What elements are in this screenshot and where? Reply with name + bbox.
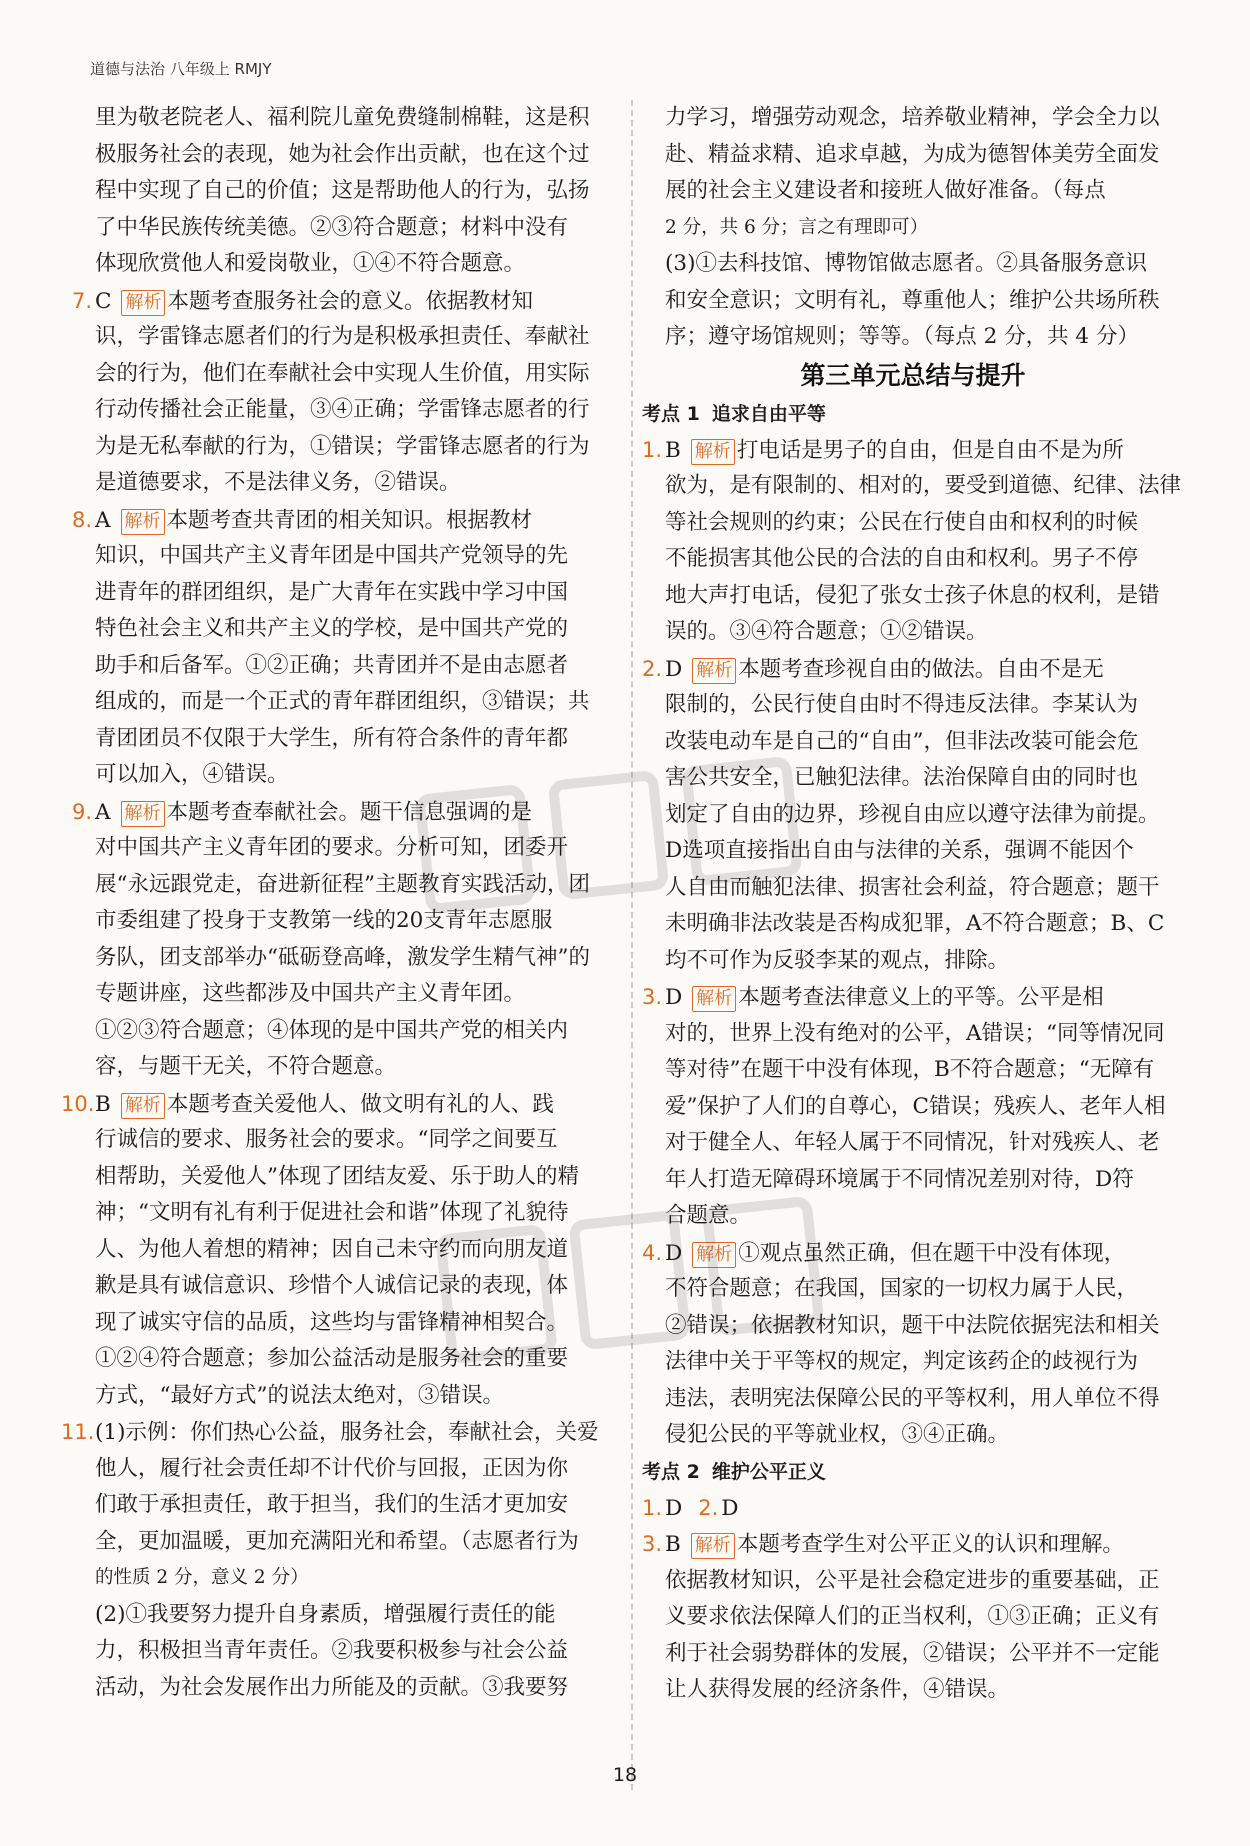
exam-point-label: 考点 2 <box>642 1460 700 1483</box>
text-line: 和安全意识；文明有礼，尊重他人；维护公共场所秩 <box>665 287 1160 313</box>
right-column <box>642 100 1184 1709</box>
text-line: 利于社会弱势群体的发展，②错误；公平并不一定能 <box>665 1640 1160 1666</box>
text-line: 均不可作为反驳李某的观点，排除。 <box>665 947 1010 973</box>
text-line: 人、为他人着想的精神；因自己未守约而向朋友道 <box>95 1236 569 1262</box>
text-line: 本题考查法律意义上的平等。公平是相 <box>738 985 1104 1010</box>
text-line: 是道德要求，不是法律义务，②错误。 <box>95 470 461 495</box>
text-line: 本题考查关爱他人、做文明有礼的人、践 <box>166 1091 554 1117</box>
question-number: 11. <box>61 1420 95 1444</box>
text-line: 改装电动车是自己的“自由”，但非法改装可能会危 <box>665 728 1139 754</box>
text-line: 展“永远跟党走，奋进新征程”主题教育实践活动，团 <box>95 871 590 897</box>
analysis-tag: 解析 <box>121 1093 165 1119</box>
text-line: 让人获得发展的经济条件，④错误。 <box>665 1677 1010 1702</box>
text-line: 本题考查珍视自由的做法。自由不是无 <box>738 656 1104 682</box>
page-header: 道德与法治 八年级上 RMJY <box>90 60 272 78</box>
text-line: 未明确非法改装是否构成犯罪，A不符合题意；B、C <box>665 911 1165 936</box>
exam-point-heading <box>642 1454 1184 1490</box>
text-line: 序；遵守场馆规则；等等。（每点 2 分，共 4 分） <box>665 324 1139 349</box>
text-line: 法律中关于平等权的规定，判定该药企的歧视行为 <box>665 1349 1139 1374</box>
text-line: 误的。③④符合题意；①②错误。 <box>665 619 988 644</box>
question-number: 3. <box>642 985 663 1009</box>
text-line: 现了诚实守信的品质，这些均与雷锋精神相契合。 <box>95 1309 569 1335</box>
question-11 <box>61 1414 620 1706</box>
question-4 <box>642 1235 1184 1454</box>
question-number: 2. <box>642 656 663 681</box>
text-line: 对的，世界上没有绝对的公平，A错误；“同等情况同 <box>665 1020 1165 1046</box>
text-line: ①观点虽然正确，但在题干中没有体现， <box>738 1240 1126 1266</box>
text-line: 全，更加温暖，更加充满阳光和希望。（志愿者行为 <box>95 1528 579 1554</box>
text-line: D选项直接指出自由与法律的关系，强调不能因个 <box>665 838 1134 863</box>
text-line: 力，积极担当青年责任。②我要积极参与社会公益 <box>95 1638 569 1663</box>
answer-letter: A <box>95 799 111 825</box>
text-line: 合题意。 <box>665 1203 752 1228</box>
text-line: 神；“文明有礼有利于促进社会和谐”体现了礼貌待 <box>95 1200 569 1225</box>
text-line: 他人，履行社会责任却不计代价与回报，正因为你 <box>95 1455 569 1481</box>
exam-point-name: 追求自由平等 <box>711 402 826 425</box>
text-line: 对中国共产主义青年团的要求。分析可知，团委开 <box>95 835 569 860</box>
text-line: 可以加入，④错误。 <box>95 762 289 787</box>
text-line: 等社会规则的约束；公民在行使自由和权利的时候 <box>665 509 1139 535</box>
exam-point-label: 考点 1 <box>642 402 700 425</box>
question-number: 1. <box>642 1495 663 1520</box>
text-line: 本题考查服务社会的意义。依据教材知 <box>167 288 533 314</box>
text-line: 方式，“最好方式”的说法太绝对，③错误。 <box>95 1382 504 1408</box>
text-line: 务队，团支部举办“砥砺登高峰，激发学生精气神”的 <box>95 944 590 970</box>
text-line: 容，与题干无关，不符合题意。 <box>95 1054 397 1079</box>
question-3 <box>642 979 1184 1235</box>
answer-letter: D <box>721 1495 739 1521</box>
question-number: 8. <box>72 507 93 532</box>
answer-letter: B <box>95 1091 111 1117</box>
text-line: (3)①去科技馆、博物馆做志愿者。②具备服务意识 <box>665 251 1147 276</box>
text-line: 违法，表明宪法保障公民的平等权利，用人单位不得 <box>665 1385 1160 1411</box>
text-line: 年人打造无障碍环境属于不同情况差别对待，D符 <box>665 1166 1134 1192</box>
short-answers <box>642 1490 1184 1527</box>
text-line: 本题考查共青团的相关知识。根据教材 <box>166 507 533 533</box>
question-8 <box>72 502 620 794</box>
question-number: 4. <box>642 1240 663 1265</box>
text-line: 会的行为，他们在奉献社会中实现人生价值，用实际 <box>95 360 590 386</box>
text-line: 歉是具有诚信意识、珍惜个人诚信记录的表现，体 <box>95 1273 569 1298</box>
answer-letter: D <box>665 1495 683 1521</box>
question-7 <box>72 283 620 502</box>
text-line: 体现欣赏他人和爱岗敬业，①④不符合题意。 <box>95 251 526 276</box>
question-number: 1. <box>642 437 663 462</box>
answer-letter: A <box>95 507 111 533</box>
analysis-tag: 解析 <box>691 439 735 465</box>
exam-point-name: 维护公平正义 <box>711 1460 826 1483</box>
text-line: 市委组建了投身于支教第一线的20支青年志愿服 <box>95 908 553 933</box>
answer-letter: B <box>665 437 681 463</box>
text-line: 力学习，增强劳动观念，培养敬业精神，学会全力以 <box>665 105 1160 130</box>
left-column <box>61 100 620 1706</box>
text-line: 助手和后备军。①②正确；共青团并不是由志愿者 <box>95 652 569 678</box>
text-line: 识，学雷锋志愿者们的行为是积极承担责任、奉献社 <box>95 324 590 349</box>
text-line: 限制的，公民行使自由时不得违反法律。李某认为 <box>665 692 1139 717</box>
text-line: 行动传播社会正能量，③④正确；学雷锋志愿者的行 <box>95 397 590 422</box>
text-line: 依据教材知识，公平是社会稳定进步的重要基础，正 <box>665 1567 1160 1593</box>
column-divider <box>631 100 633 1790</box>
text-line: 对于健全人、年轻人属于不同情况，针对残疾人、老 <box>665 1130 1160 1155</box>
question-1 <box>642 432 1184 651</box>
text-line: 害公共安全，已触犯法律。法治保障自由的同时也 <box>665 765 1139 790</box>
question-10 <box>61 1086 620 1415</box>
question-3-point-2 <box>642 1526 1184 1709</box>
answer-letter: C <box>95 288 112 314</box>
text-line: 的性质 2 分，意义 2 分） <box>95 1567 309 1588</box>
analysis-tag: 解析 <box>692 1242 736 1268</box>
text-line: (1)示例：你们热心公益，服务社会，奉献社会，关爱 <box>95 1420 599 1445</box>
analysis-tag: 解析 <box>121 801 165 827</box>
text-line: 里为敬老院老人、福利院儿童免费缝制棉鞋，这是积 <box>95 105 590 130</box>
text-line: 组成的，而是一个正式的青年群团组织，③错误；共 <box>95 689 590 714</box>
text-line: 赴、精益求精、追求卓越，为成为德智体美劳全面发 <box>665 141 1160 167</box>
text-line: 展的社会主义建设者和接班人做好准备。（每点 <box>665 178 1106 203</box>
text-line: 程中实现了自己的价值；这是帮助他人的行为，弘扬 <box>95 178 590 203</box>
analysis-tag: 解析 <box>121 290 165 316</box>
text-line: 侵犯公民的平等就业权，③④正确。 <box>665 1422 1010 1447</box>
text-line: 特色社会主义和共产主义的学校，是中国共产党的 <box>95 616 569 641</box>
text-line: 行诚信的要求、服务社会的要求。“同学之间要互 <box>95 1127 558 1152</box>
text-line: (2)①我要努力提升自身素质，增强履行责任的能 <box>95 1601 556 1627</box>
text-line: 人自由而触犯法律、损害社会利益，符合题意；题干 <box>665 874 1160 900</box>
text-line: 专题讲座，这些都涉及中国共产主义青年团。 <box>95 981 526 1006</box>
question-number: 7. <box>72 288 93 313</box>
text-line: ②错误；依据教材知识，题干中法院依据宪法和相关 <box>665 1312 1160 1338</box>
analysis-tag: 解析 <box>692 658 736 684</box>
page-number: 18 <box>612 1764 638 1786</box>
text-line: 极服务社会的表现，她为社会作出贡献，也在这个过 <box>95 141 590 167</box>
analysis-tag: 解析 <box>691 1533 735 1559</box>
text-line: 等对待”在题干中没有体现，B不符合题意；“无障有 <box>665 1057 1155 1082</box>
answer-letter: B <box>665 1532 681 1557</box>
analysis-tag: 解析 <box>121 509 165 535</box>
question-number: 2. <box>698 1495 719 1520</box>
text-line: 们敢于承担责任，敢于担当，我们的生活才更加安 <box>95 1492 569 1517</box>
text-line: 爱”保护了人们的自尊心，C错误；残疾人、老年人相 <box>665 1093 1166 1119</box>
text-line: 不符合题意；在我国，国家的一切权力属于人民， <box>665 1276 1139 1301</box>
text-line: ①②④符合题意；参加公益活动是服务社会的重要 <box>95 1346 569 1371</box>
exam-point-heading <box>642 396 1184 432</box>
text-line: 进青年的群团组织，是广大青年在实践中学习中国 <box>95 579 569 605</box>
question-number: 9. <box>72 799 93 824</box>
answer-letter: D <box>665 1240 683 1266</box>
text-line: 本题考查学生对公平正义的认识和理解。 <box>736 1532 1124 1557</box>
text-line: 义要求依法保障人们的正当权利，①③正确；正义有 <box>665 1604 1160 1629</box>
text-line: 了中华民族传统美德。②③符合题意；材料中没有 <box>95 214 569 240</box>
answer-letter: D <box>665 656 683 682</box>
unit-title: 第三单元总结与提升 <box>800 360 1026 390</box>
text-line: ①②③符合题意；④体现的是中国共产党的相关内 <box>95 1017 569 1043</box>
question-number: 3. <box>642 1532 663 1556</box>
text-line: 为是无私奉献的行为，①错误；学雷锋志愿者的行为 <box>95 433 590 459</box>
text-line: 不能损害其他公民的合法的自由和权利。男子不停 <box>665 546 1139 571</box>
text-line: 欲为，是有限制的、相对的，要受到道德、纪律、法律 <box>665 473 1182 498</box>
text-line: 活动，为社会发展作出力所能及的贡献。③我要努 <box>95 1674 569 1700</box>
text-line: 相帮助，关爱他人”体现了团结友爱、乐于助人的精 <box>95 1163 579 1189</box>
text-line: 2 分，共 6 分；言之有理即可） <box>665 216 929 238</box>
text-line: 知识，中国共产主义青年团是中国共产党领导的先 <box>95 543 569 568</box>
analysis-tag: 解析 <box>692 986 736 1012</box>
text-line: 地大声打电话，侵犯了张女士孩子休息的权利，是错 <box>665 582 1160 608</box>
question-2 <box>642 651 1184 980</box>
answer-letter: D <box>665 985 683 1010</box>
question-9 <box>72 794 620 1086</box>
text-line: 本题考查奉献社会。题干信息强调的是 <box>166 799 533 825</box>
text-line: 划定了自由的边界，珍视自由应以遵守法律为前提。 <box>665 801 1160 827</box>
question-number: 10. <box>61 1091 95 1116</box>
text-line: 青团团员不仅限于大学生，所有符合条件的青年都 <box>95 725 569 751</box>
text-line: 打电话是男子的自由，但是自由不是为所 <box>736 437 1124 463</box>
